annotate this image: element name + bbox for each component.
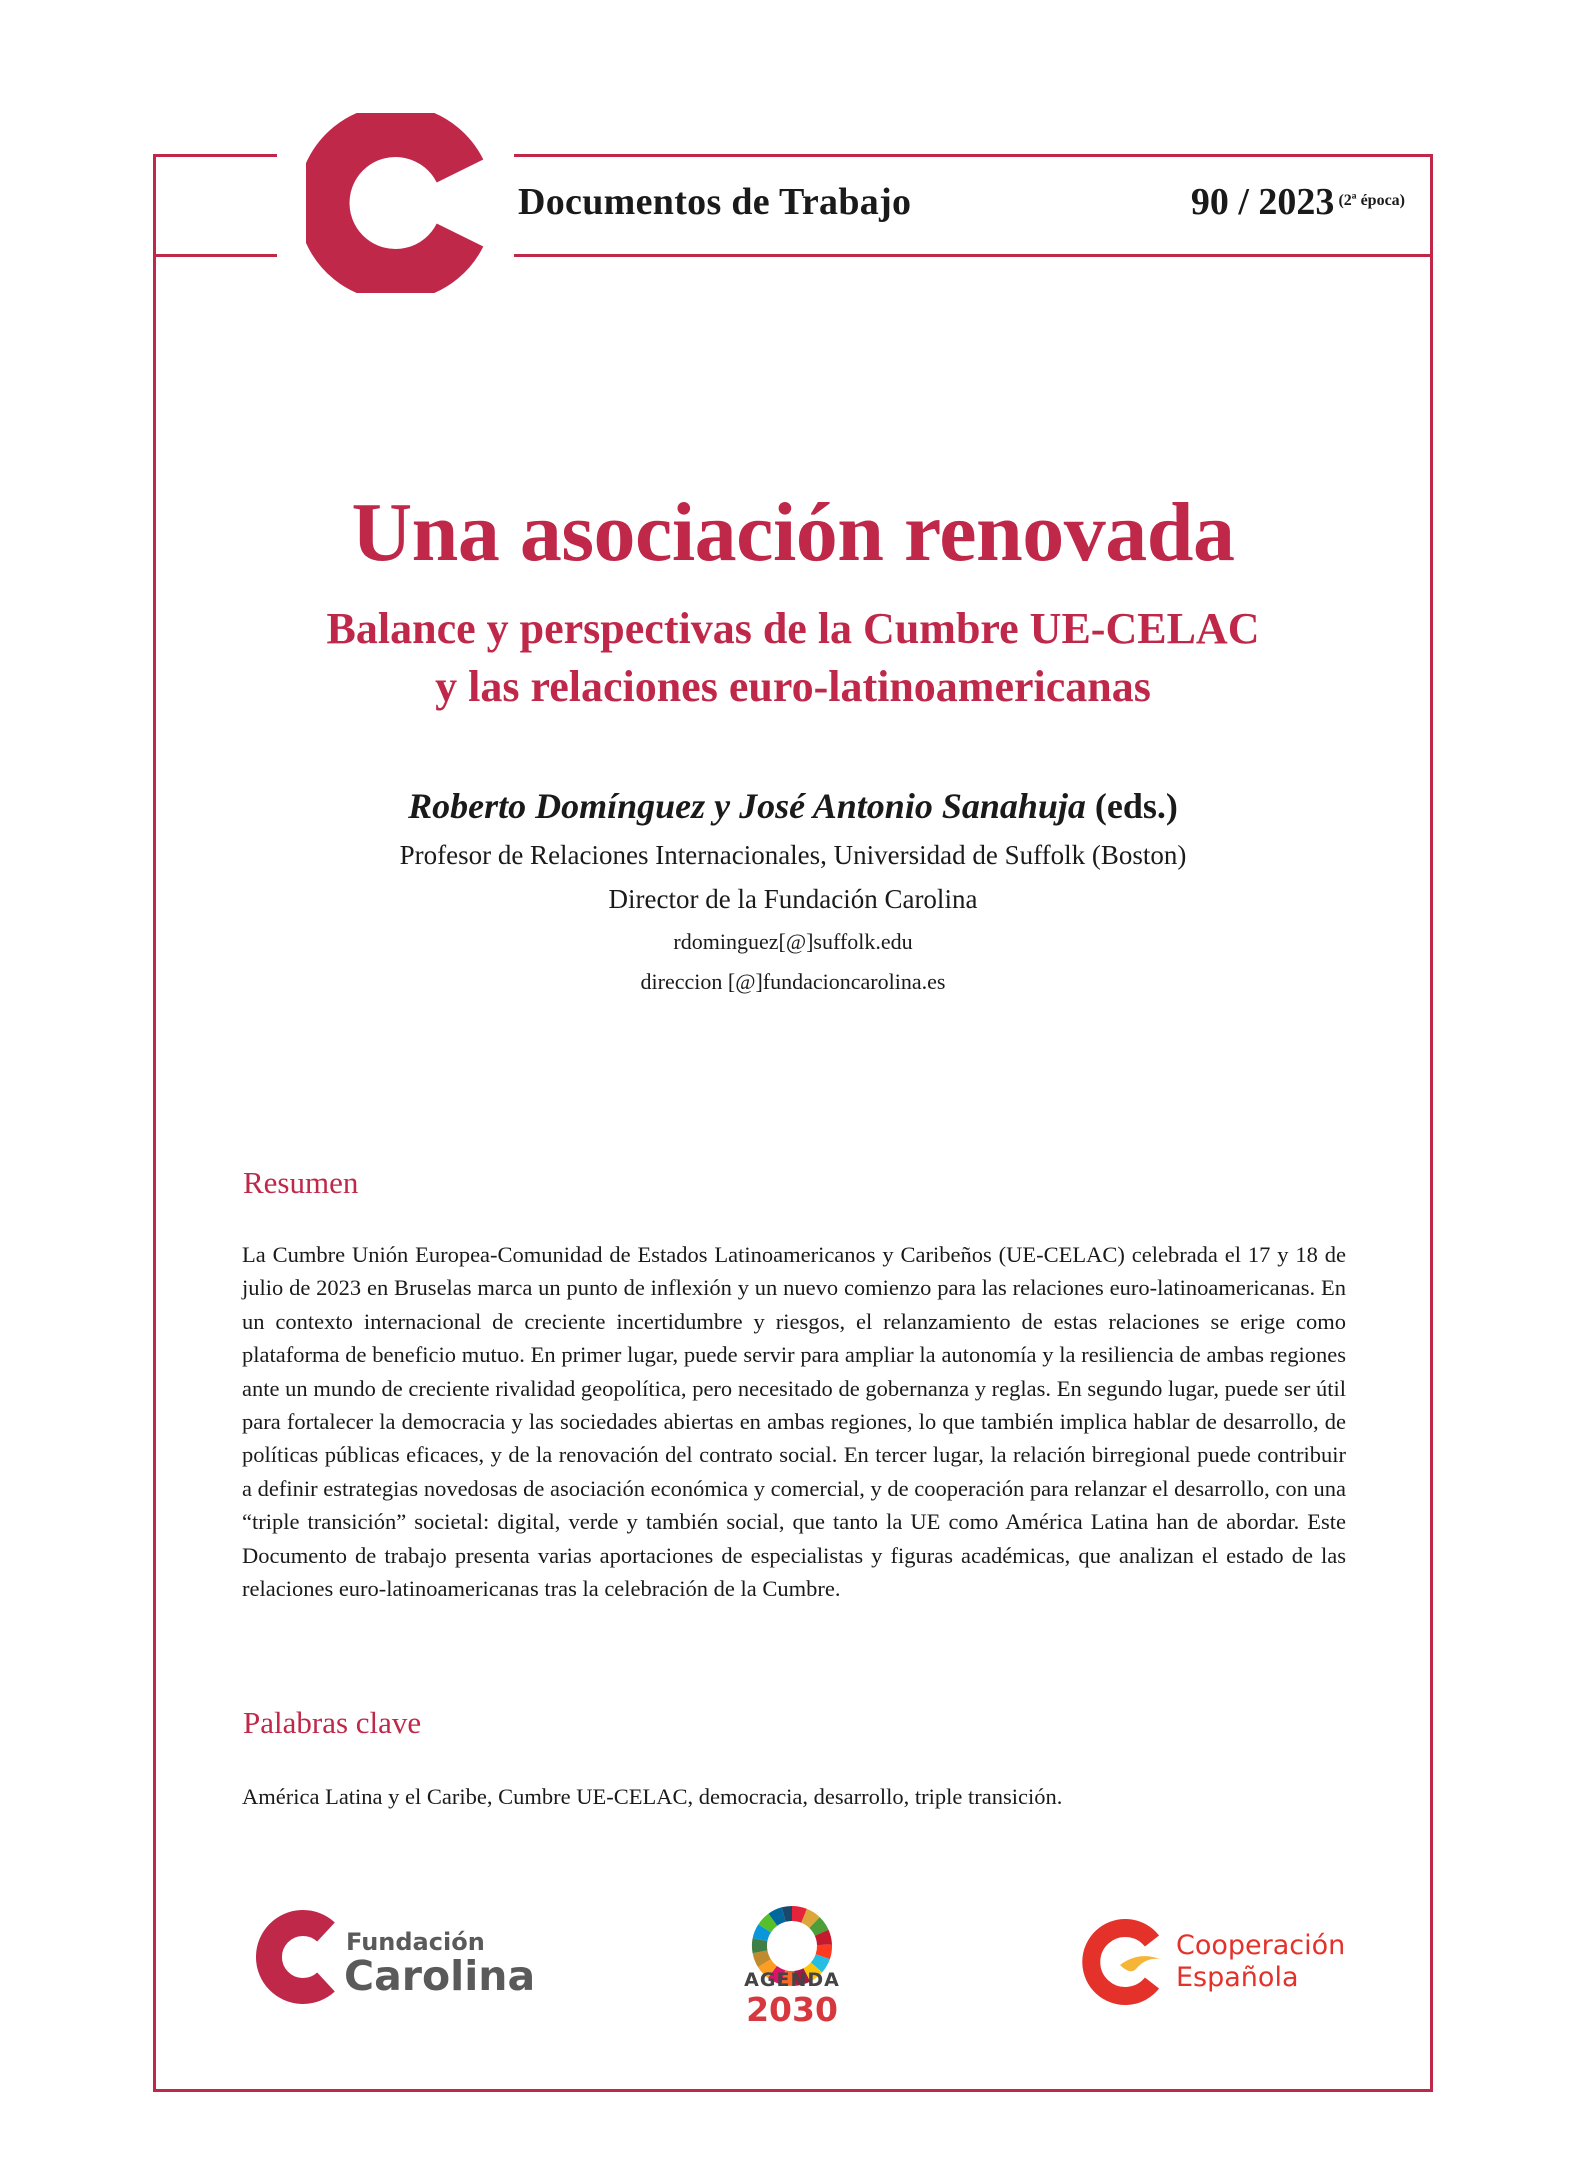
subtitle-line-1: Balance y perspectivas de la Cumbre UE-CELAC	[326, 604, 1260, 653]
epoch-label: (2ª época)	[1338, 192, 1405, 209]
author-connector: y	[705, 786, 740, 826]
fundacion-label: Fundación	[346, 1928, 485, 1956]
document-subtitle	[0, 600, 1586, 716]
email-1[interactable]: rdominguez[@]suffolk.edu	[673, 929, 913, 954]
issue-label: 90 / 2023	[1190, 181, 1335, 223]
espanola-label: Española	[1176, 1962, 1299, 1993]
editors-suffix: (eds.)	[1085, 786, 1178, 826]
author-2: José Antonio Sanahuja	[739, 786, 1086, 826]
fundacion-carolina-c-logo	[277, 80, 514, 326]
abstract-text: La Cumbre Unión Europea-Comunidad de Estados Latinoamericanos y Caribeños (UE-CELAC) celebrada el 17 y 18 de julio de 2023 en Bruselas marca un punto de inflexión y un nuevo comienzo para las relaciones euro-latinoamericanas. En un contexto internacional de creciente incertidumbre y riesgos, el relanzamiento de estas relaciones se erige como plataforma de beneficio mutuo. En primer lugar, puede servir para ampliar la autonomía y la resiliencia de ambas regiones ante un mundo de creciente rivalidad geopolítica, pero necesitado de gobernanza y reglas. En segundo lugar, puede ser útil para fortalecer la democracia y las sociedades abiertas en ambas regiones, lo que también implica hablar de desarrollo, de políticas públicas eficaces, y de la renovación del contrato social. En tercer lugar, la relación birregional puede contribuir a definir estrategias novedosas de asociación económica y comercial, y de cooperación para relanzar el desarrollo, con una “triple transición” societal: digital, verde y también social, que tanto la UE como América Latina han de abordar. Este Documento de trabajo presenta varias aportaciones de especialistas y figuras académicas, que analizan el estado de las relaciones euro-latinoamericanas tras la celebración de la Cumbre.	[242, 1242, 1346, 1602]
agenda-year: 2030	[746, 1990, 838, 2029]
series-title: Documentos de Trabajo	[518, 181, 912, 223]
affiliation-2: Director de la Fundación Carolina	[608, 884, 978, 914]
issue-number	[1191, 180, 1405, 224]
cooperacion-label: Cooperación	[1176, 1930, 1346, 1961]
c-logo-icon	[306, 113, 486, 293]
email-2[interactable]: direccion [@]fundacioncarolina.es	[640, 969, 946, 994]
abstract-heading: Resumen	[243, 1165, 359, 1200]
carolina-label: Carolina	[344, 1952, 536, 2000]
author-1: Roberto Domínguez	[408, 786, 706, 826]
subtitle-line-2: y las relaciones euro-latinoamericanas	[435, 662, 1151, 711]
keywords-heading: Palabras clave	[243, 1705, 422, 1740]
document-title: Una asociación renovada	[351, 486, 1235, 579]
agenda-label: AGENDA	[744, 1969, 840, 1991]
keywords-text: América Latina y el Caribe, Cumbre UE-CELAC, democracia, desarrollo, triple transición.	[242, 1784, 1063, 1809]
cooperacion-espanola-logo-icon	[1080, 1917, 1170, 2007]
affiliation-1: Profesor de Relaciones Internacionales, Universidad de Suffolk (Boston)	[399, 840, 1187, 870]
authors-line	[0, 785, 1586, 827]
